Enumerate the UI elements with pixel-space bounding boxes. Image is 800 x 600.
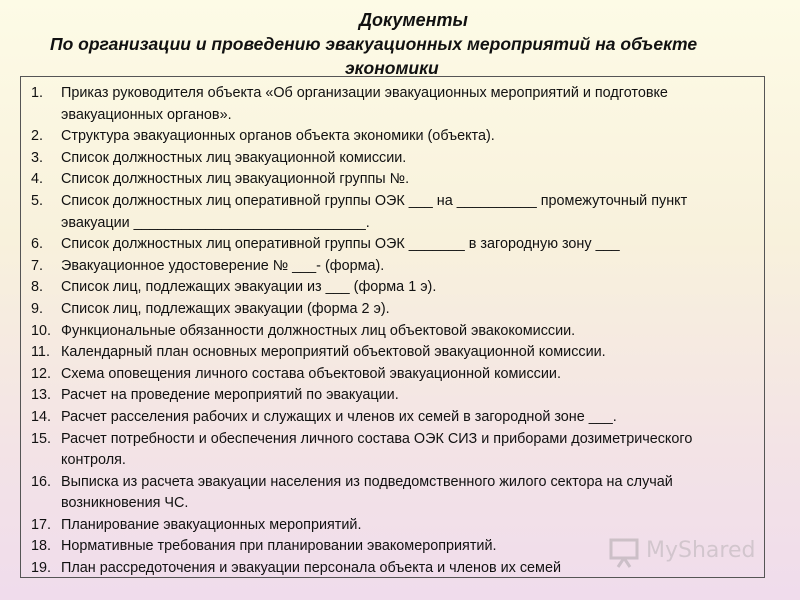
list-item: [31, 342, 759, 364]
item-number: 12.: [31, 365, 52, 382]
item-text: Расчет потребности и обеспечения личного состава ОЭК СИЗ и приборами дозиметрического контроля.: [61, 430, 693, 469]
item-number: 2.: [31, 128, 44, 145]
item-text: Эвакуационное удостоверение № ___- (форма).: [61, 257, 385, 274]
item-number: 14.: [31, 408, 52, 425]
item-number: 17.: [31, 516, 52, 533]
list-item: [31, 321, 759, 343]
page-subtitle-continued: экономики: [345, 58, 439, 78]
item-number: 11.: [31, 344, 50, 361]
list-item: [31, 515, 759, 537]
list-item: [31, 364, 759, 386]
item-number: 7.: [31, 257, 44, 274]
item-text: Планирование эвакуационных мероприятий.: [61, 516, 362, 533]
item-text: Приказ руководителя объекта «Об организации эвакуационных мероприятий и подготовке эвакуационных органов».: [61, 85, 668, 123]
item-text: Схема оповещения личного состава объектовой эвакуационной комиссии.: [61, 365, 561, 382]
item-text: Функциональные обязанности должностных лиц объектовой эвакокомиссии.: [61, 322, 576, 339]
list-item: [31, 472, 759, 515]
item-number: 9.: [31, 300, 44, 317]
page-title: Документы: [359, 10, 468, 30]
item-text: Список лиц, подлежащих эвакуации из ___ (форма 1 э).: [61, 279, 437, 296]
list-item: [31, 385, 759, 407]
item-text: Список должностных лиц оперативной группы ОЭК _______ в загородную зону ___: [61, 236, 620, 253]
list-item: [31, 148, 759, 170]
item-text: Нормативные требования при планировании эвакомероприятий.: [61, 538, 497, 555]
item-number: 5.: [31, 192, 44, 209]
item-text: План рассредоточения и эвакуации персонала объекта и членов их семей: [61, 560, 561, 577]
list-item: [31, 191, 759, 234]
item-text: Расчет расселения рабочих и служащих и членов их семей в загородной зоне ___.: [61, 408, 617, 425]
item-number: 4.: [31, 171, 44, 188]
item-text: Список лиц, подлежащих эвакуации (форма 2 э).: [61, 300, 390, 317]
list-item: [31, 299, 759, 321]
item-text: Список должностных лиц оперативной группы ОЭК ___ на __________ промежуточный пункт эвакуации _____________________________.: [61, 192, 688, 231]
list-item: [31, 407, 759, 429]
documents-list: [31, 83, 759, 580]
watermark-text: MyShared: [646, 538, 756, 563]
item-text: Расчет на проведение мероприятий по эвакуации.: [61, 387, 399, 404]
list-item: [31, 256, 759, 278]
page-subtitle: По организации и проведению эвакуационных мероприятий на объекте: [50, 34, 698, 54]
item-number: 15.: [31, 430, 52, 447]
item-number: 6.: [31, 236, 44, 253]
watermark: [608, 536, 768, 570]
item-text: Календарный план основных мероприятий объектовой эвакуационной комиссии.: [61, 344, 606, 361]
presentation-board-icon: [608, 536, 642, 568]
list-item: [31, 169, 759, 191]
item-number: 13.: [31, 387, 52, 404]
item-number: 8.: [31, 279, 44, 296]
item-number: 3.: [31, 149, 44, 166]
item-number: 1.: [31, 85, 44, 101]
item-text: Список должностных лиц эвакуационной группы №.: [61, 171, 410, 188]
list-item: [31, 83, 759, 126]
item-text: Список должностных лиц эвакуационной комиссии.: [61, 149, 407, 166]
item-number: 18.: [31, 538, 52, 555]
list-item: [31, 277, 759, 299]
item-text: Структура эвакуационных органов объекта экономики (объекта).: [61, 128, 495, 145]
list-item: [31, 429, 759, 472]
documents-list-box: [20, 76, 765, 578]
item-number: 16.: [31, 473, 52, 490]
list-item: [31, 126, 759, 148]
item-number: 19.: [31, 560, 52, 577]
list-item: [31, 234, 759, 256]
item-text: Выписка из расчета эвакуации населения из подведомственного жилого сектора на случай возникновения ЧС.: [61, 473, 673, 512]
item-number: 10.: [31, 322, 52, 339]
